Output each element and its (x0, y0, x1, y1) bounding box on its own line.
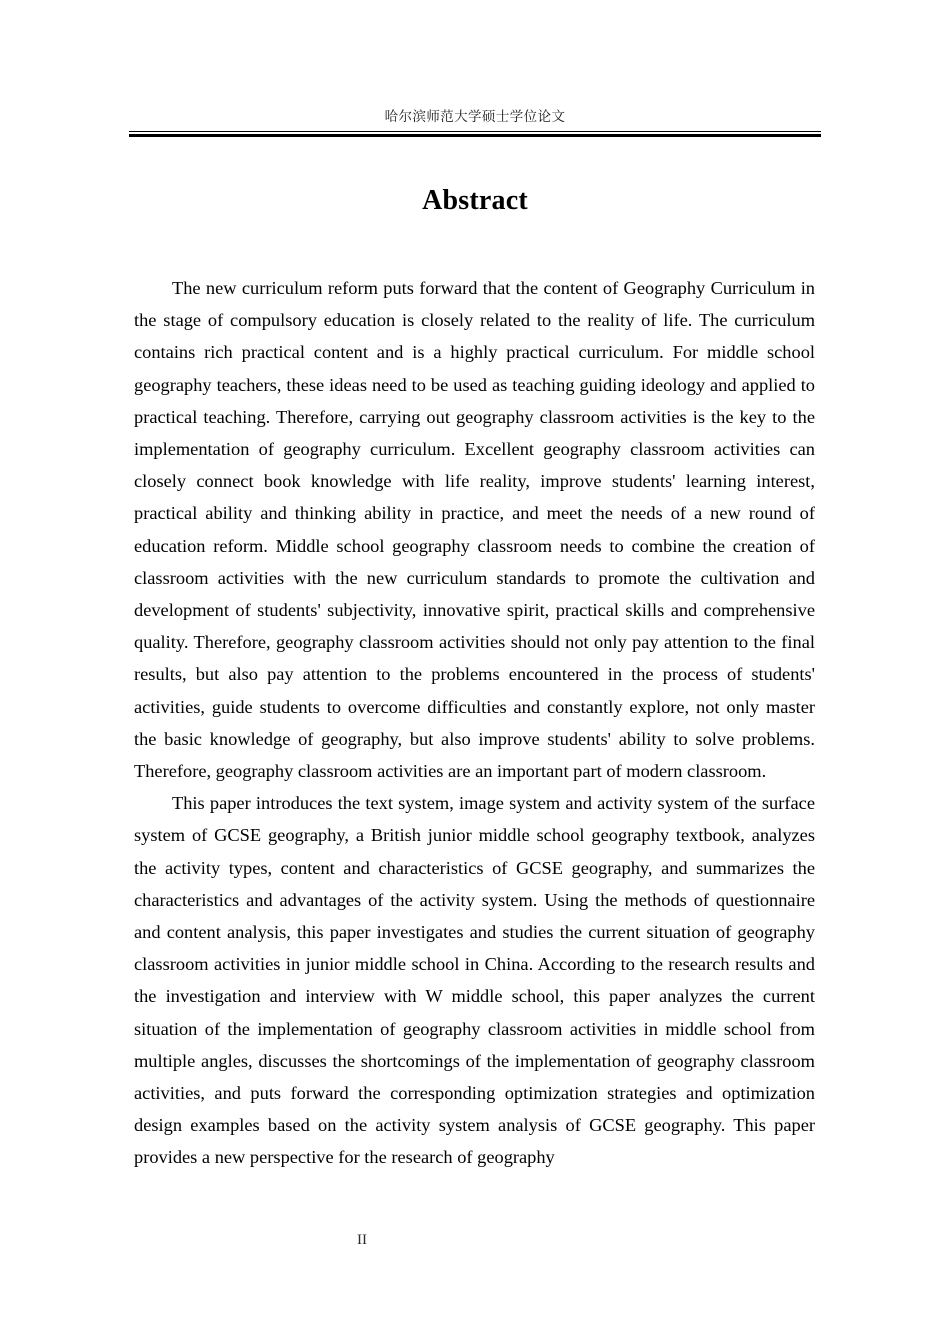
running-header-title: 哈尔滨师范大学硕士学位论文 (384, 109, 566, 125)
abstract-body (134, 272, 815, 1174)
abstract-paragraph-2: This paper introduces the text system, image system and activity system of the surface system of GCSE geography, a British junior middle school geography textbook, analyzes the activity types, content and characteristics of GCSE geography, and summarizes the characteristics and advantages of the activity system. Using the methods of questionnaire and content analysis, this paper investigates and studies the current situation of geography classroom activities in junior middle school in China. According to the research results and the investigation and interview with W middle school, this paper analyzes the current situation of the implementation of geography classroom activities in middle school from multiple angles, discusses the shortcomings of the implementation of geography classroom activities, and puts forward the corresponding optimization strategies and optimization design examples based on the activity system analysis of GCSE geography. This paper provides a new perspective for the research of geography (134, 793, 815, 1168)
page-title: Abstract (422, 184, 528, 216)
header-rule-group (129, 131, 821, 137)
footer-page-number: II (357, 1232, 367, 1248)
header-rule-thick (129, 134, 821, 137)
running-header (129, 108, 821, 137)
abstract-paragraph-1: The new curriculum reform puts forward that the content of Geography Curriculum in the stage of compulsory education is closely related to the reality of life. The curriculum contains rich practical content and is a highly practical curriculum. For middle school geography teachers, these ideas need to be used as teaching guiding ideology and applied to practical teaching. Therefore, carrying out geography classroom activities is the key to the implementation of geography curriculum. Excellent geography classroom activities can closely connect book knowledge with life reality, improve students' learning interest, practical ability and thinking ability in practice, and meet the needs of a new round of education reform. Middle school geography classroom needs to combine the creation of classroom activities with the new curriculum standards to promote the cultivation and development of students' subjectivity, innovative spirit, practical skills and comprehensive quality. Therefore, geography classroom activities should not only pay attention to the final results, but also pay attention to the problems encountered in the process of students' activities, guide students to overcome difficulties and constantly explore, not only master the basic knowledge of geography, but also improve students' ability to solve problems. Therefore, geography classroom activities are an important part of modern classroom. (134, 278, 815, 782)
